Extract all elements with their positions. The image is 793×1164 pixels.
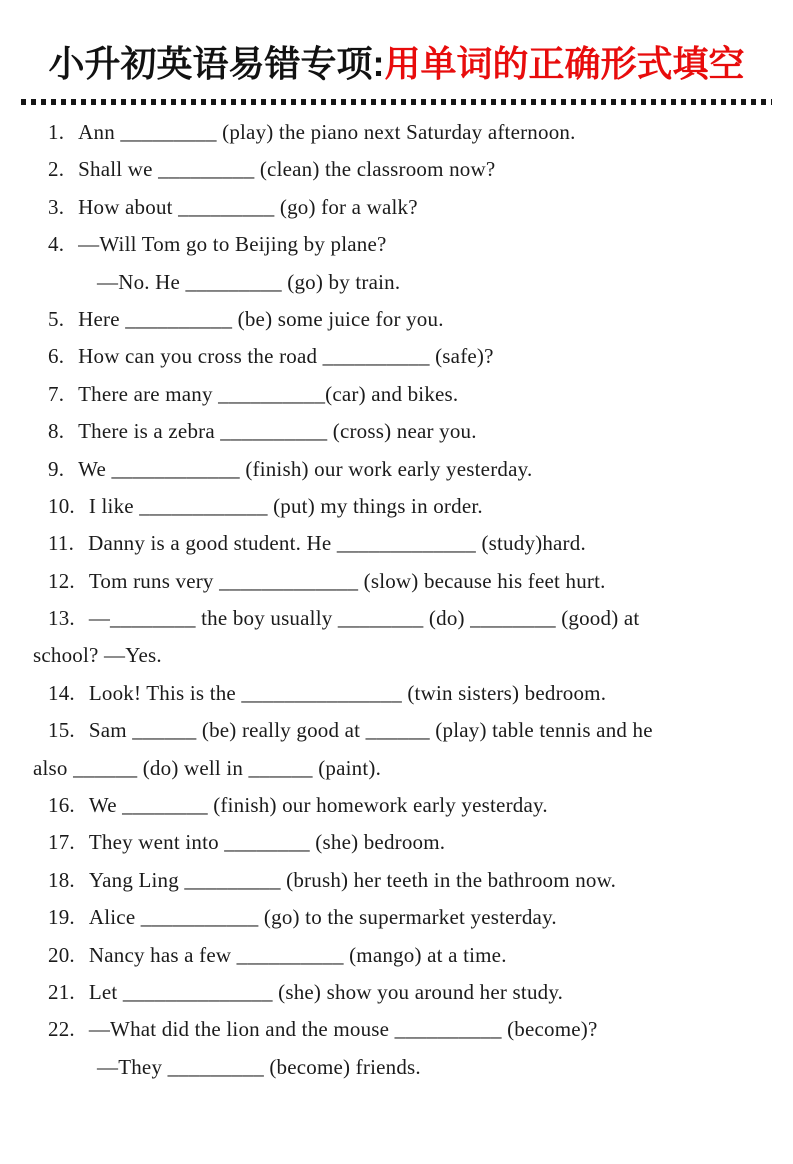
exercise-line [33, 1049, 765, 1086]
item-number: 8. [48, 419, 65, 444]
exercise-line [33, 899, 765, 936]
item-text: How can you cross the road __________ (safe)? [78, 344, 494, 369]
exercise-line [33, 376, 765, 413]
item-text: Alice ___________ (go) to the supermarket yesterday. [88, 905, 557, 930]
item-text: —They _________ (become) friends. [97, 1054, 421, 1079]
exercise-line [33, 525, 765, 562]
item-text: Sam ______ (be) really good at ______ (play) table tennis and he [88, 718, 653, 743]
exercise-line [33, 451, 765, 488]
item-number: 22. [48, 1017, 75, 1042]
exercise-line [33, 824, 765, 861]
page-title [0, 42, 793, 86]
item-text: Ann _________ (play) the piano next Saturday afternoon. [78, 120, 576, 144]
item-text: school? —Yes. [33, 643, 162, 668]
item-number: 2. [48, 157, 65, 182]
exercise-line [33, 937, 765, 974]
item-text: I like ____________ (put) my things in order. [88, 493, 483, 518]
exercise-list [33, 114, 765, 1086]
item-number: 21. [48, 979, 75, 1004]
item-number: 5. [48, 306, 65, 331]
item-text: —Will Tom go to Beijing by plane? [78, 232, 387, 257]
exercise-line [33, 189, 765, 226]
item-text: —What did the lion and the mouse __________ (become)? [88, 1017, 598, 1042]
item-number: 20. [48, 942, 75, 967]
item-text: Here __________ (be) some juice for you. [78, 306, 444, 331]
item-number: 17. [48, 830, 75, 855]
item-text: Danny is a good student. He _____________ (study)hard. [88, 531, 586, 556]
page-title-red: 用单词的正确形式填空 [384, 43, 745, 84]
item-number: 14. [48, 680, 75, 705]
item-number: 1. [48, 120, 65, 144]
item-text: also ______ (do) well in ______ (paint). [33, 755, 382, 780]
item-text: We ________ (finish) our homework early yesterday. [88, 793, 548, 818]
item-number: 19. [48, 905, 75, 930]
item-text: Yang Ling _________ (brush) her teeth in the bathroom now. [88, 867, 617, 892]
item-number: 10. [48, 493, 75, 518]
exercise-line [33, 600, 765, 637]
item-number: 12. [48, 568, 75, 593]
exercise-line [33, 226, 765, 263]
item-number: 13. [48, 606, 75, 631]
item-number: 7. [48, 381, 65, 406]
exercise-line [33, 488, 765, 525]
item-text: —________ the boy usually ________ (do) ________ (good) at [88, 606, 640, 631]
item-number: 18. [48, 867, 75, 892]
item-text: Nancy has a few __________ (mango) at a time. [88, 942, 507, 967]
item-number: 6. [48, 344, 65, 369]
exercise-line [33, 675, 765, 712]
item-text: There is a zebra __________ (cross) near you. [78, 419, 477, 444]
exercise-line [33, 338, 765, 375]
exercise-line [33, 750, 765, 787]
item-text: —No. He _________ (go) by train. [97, 269, 401, 294]
exercise-line [33, 151, 765, 188]
item-number: 16. [48, 793, 75, 818]
item-number: 15. [48, 718, 75, 743]
exercise-line [33, 413, 765, 450]
exercise-line [33, 1011, 765, 1048]
item-text: Let ______________ (she) show you around her study. [88, 979, 564, 1004]
item-number: 3. [48, 194, 65, 219]
item-text: There are many __________(car) and bikes. [78, 381, 459, 406]
dotted-separator [21, 99, 772, 105]
item-text: Shall we _________ (clean) the classroom now? [78, 157, 496, 182]
exercise-line [33, 974, 765, 1011]
exercise-line [33, 264, 765, 301]
exercise-line [33, 712, 765, 749]
item-number: 4. [48, 232, 65, 257]
item-text: Look! This is the _______________ (twin sisters) bedroom. [88, 680, 607, 705]
item-text: Tom runs very _____________ (slow) because his feet hurt. [88, 568, 606, 593]
exercise-line [33, 787, 765, 824]
exercise-line [33, 637, 765, 674]
item-text: How about _________ (go) for a walk? [78, 194, 418, 219]
exercise-line [33, 301, 765, 338]
exercise-line [33, 114, 765, 151]
item-text: They went into ________ (she) bedroom. [88, 830, 446, 855]
item-number: 9. [48, 456, 65, 481]
item-number: 11. [48, 531, 75, 556]
exercise-line [33, 563, 765, 600]
item-text: We ____________ (finish) our work early yesterday. [78, 456, 533, 481]
page-title-black: 小升初英语易错专项: [48, 43, 385, 84]
exercise-line [33, 862, 765, 899]
